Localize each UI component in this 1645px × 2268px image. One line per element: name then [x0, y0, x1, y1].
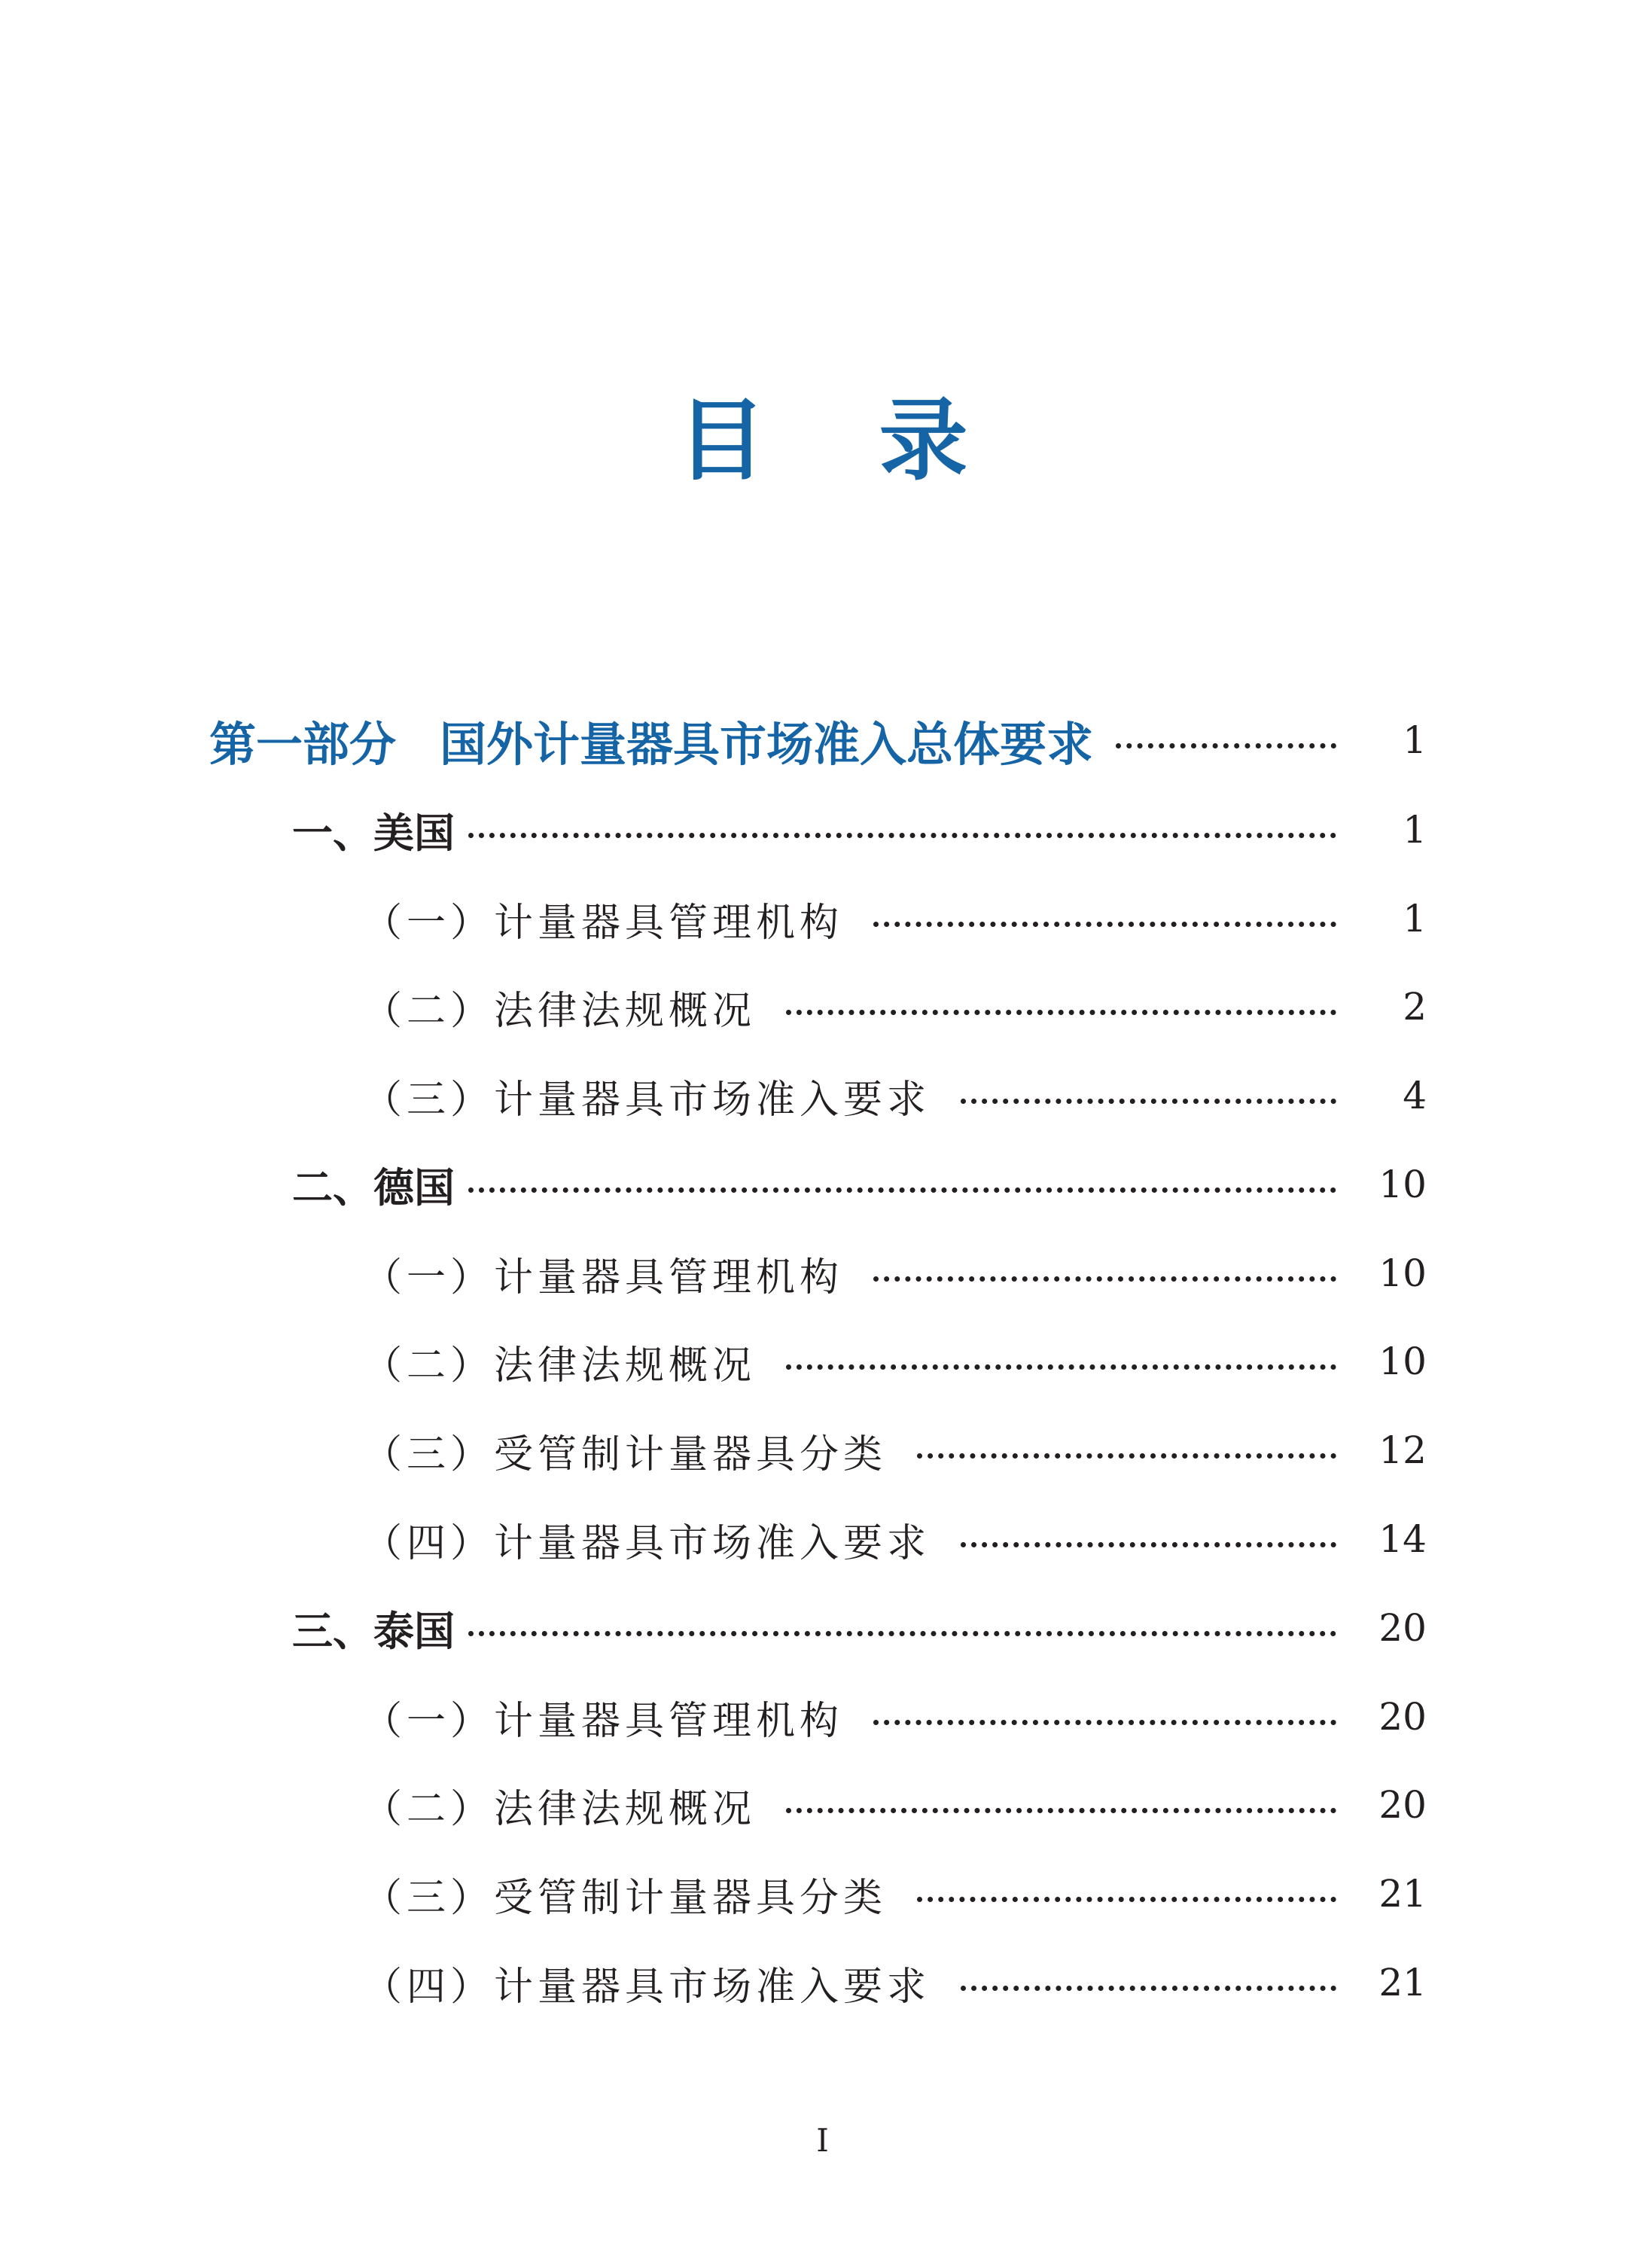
title-char-2: 录: [879, 389, 968, 492]
toc-subsection-label: （三）计量器具市场准入要求: [363, 1077, 931, 1123]
toc-page-number: 4: [1403, 1074, 1427, 1117]
toc-leader-dots: [1116, 743, 1336, 748]
toc-leader-dots: [961, 1986, 1336, 1991]
toc-leader-dots: [961, 1099, 1336, 1104]
toc-leader-dots: [917, 1897, 1336, 1902]
page-folio: I: [816, 2122, 829, 2159]
toc-page-number: 1: [1403, 897, 1427, 940]
toc-subsection-row[interactable]: [363, 1683, 1427, 1751]
toc-subsection-label: （二）法律法规概况: [363, 1786, 757, 1832]
toc-section-label: 三、泰国: [292, 1607, 455, 1655]
toc-section-row[interactable]: [292, 1151, 1427, 1218]
toc-page-number: 10: [1378, 1251, 1427, 1295]
toc-leader-dots: [468, 1631, 1336, 1636]
toc-page-number: 1: [1403, 718, 1427, 762]
toc-page-number: 10: [1378, 1163, 1427, 1206]
toc-subsection-row[interactable]: [363, 1860, 1427, 1928]
toc-subsection-label: （二）法律法规概况: [363, 988, 757, 1034]
toc-subsection-label: （三）受管制计量器具分类: [363, 1875, 888, 1921]
toc-section-row[interactable]: [292, 1594, 1427, 1662]
toc-page-number: 1: [1403, 808, 1427, 852]
toc-subsection-row[interactable]: [363, 1949, 1427, 2017]
toc-page-number: 14: [1378, 1517, 1427, 1561]
toc-leader-dots: [468, 833, 1336, 838]
toc-subsection-row[interactable]: [363, 1771, 1427, 1839]
toc-subsection-label: （二）法律法规概况: [363, 1343, 757, 1389]
toc-page-number: 20: [1378, 1606, 1427, 1650]
toc-page-number: 12: [1378, 1428, 1427, 1472]
toc-subsection-row[interactable]: [363, 1416, 1427, 1484]
toc-page-number: 2: [1403, 985, 1427, 1029]
toc-subsection-row[interactable]: [363, 973, 1427, 1041]
toc-subsection-label: （三）受管制计量器具分类: [363, 1431, 888, 1477]
toc-subsection-label: （一）计量器具管理机构: [363, 1698, 844, 1744]
toc-page-number: 21: [1378, 1872, 1427, 1916]
toc-subsection-row[interactable]: [363, 885, 1427, 953]
toc-subsection-row[interactable]: [363, 1505, 1427, 1573]
toc-page-number: 20: [1378, 1783, 1427, 1827]
toc-page-number: 20: [1378, 1695, 1427, 1739]
toc-subsection-label: （四）计量器具市场准入要求: [363, 1964, 931, 2010]
toc-page-number: 21: [1378, 1961, 1427, 2004]
toc-part-title: 国外计量器具市场准入总体要求: [440, 716, 1094, 772]
toc-subsection-label: （一）计量器具管理机构: [363, 1254, 844, 1300]
toc-leader-dots: [468, 1187, 1336, 1193]
toc-subsection-label: （一）计量器具管理机构: [363, 900, 844, 946]
toc-leader-dots: [961, 1542, 1336, 1547]
toc-leader-dots: [873, 1276, 1336, 1282]
title-char-1: 目: [677, 389, 766, 492]
toc-leader-dots: [786, 1364, 1336, 1370]
toc-part-number: 第一部分: [209, 716, 397, 772]
toc-subsection-row[interactable]: [363, 1239, 1427, 1307]
toc-leader-dots: [873, 922, 1336, 927]
toc-part-row[interactable]: [209, 706, 1427, 774]
toc-leader-dots: [917, 1453, 1336, 1459]
toc-subsection-label: （四）计量器具市场准入要求: [363, 1520, 931, 1566]
toc-subsection-row[interactable]: [363, 1062, 1427, 1129]
toc-section-label: 二、德国: [292, 1163, 455, 1212]
page-title: [0, 388, 1645, 493]
toc-section-label: 一、美国: [292, 809, 455, 857]
toc-part-label: [209, 707, 1093, 774]
toc-leader-dots: [786, 1010, 1336, 1015]
toc-subsection-row[interactable]: [363, 1328, 1427, 1395]
toc-leader-dots: [873, 1720, 1336, 1725]
toc-page-number: 10: [1378, 1340, 1427, 1383]
toc-leader-dots: [786, 1808, 1336, 1813]
toc-section-row[interactable]: [292, 796, 1427, 864]
